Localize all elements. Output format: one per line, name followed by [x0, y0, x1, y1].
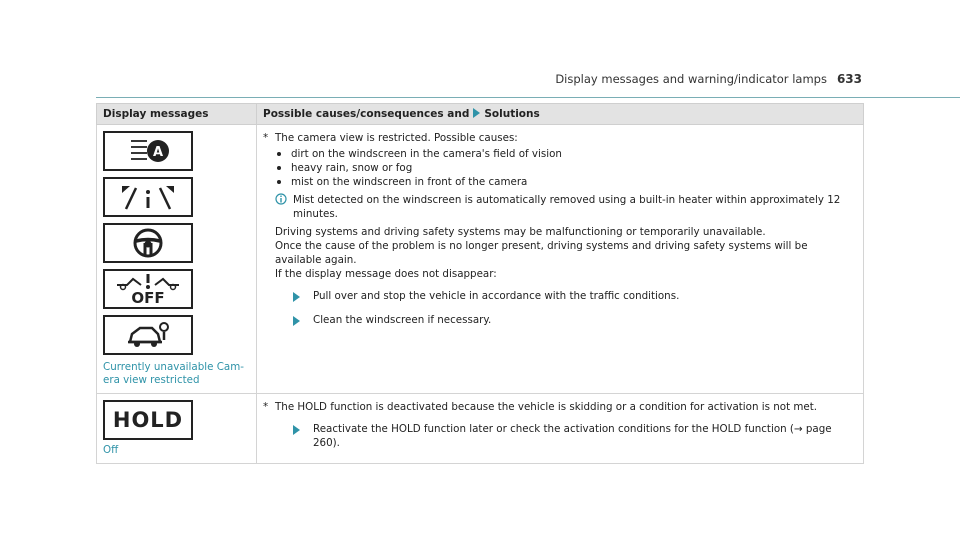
solution-step [293, 422, 857, 450]
step-text: Reactivate the HOLD function later or check the activation conditions for the HOLD function (→ page 260). [313, 423, 832, 449]
header-rule [96, 97, 960, 98]
info-note [275, 193, 857, 221]
solution-arrow-icon [473, 108, 480, 118]
list-item: mist on the windscreen in front of the camera [291, 175, 857, 189]
table-row [97, 125, 864, 394]
paragraph: Once the cause of the problem is no longer present, driving systems and driving safety systems will be available again. [275, 240, 808, 266]
list-item: heavy rain, snow or fog [291, 161, 857, 175]
causes-cell [257, 394, 864, 464]
svg-text:A: A [152, 145, 164, 160]
cause-intro [263, 400, 857, 414]
car-sensor-icon [103, 315, 193, 355]
causes-cell [257, 125, 864, 394]
cause-marker: * [263, 132, 269, 144]
page-number: 633 [836, 72, 862, 86]
cause-marker: * [263, 401, 269, 413]
step-text: Pull over and stop the vehicle in accordance with the traffic conditions. [313, 290, 680, 302]
off-text: OFF [131, 288, 165, 307]
paragraph: Driving systems and driving safety systems may be malfunctioning or temporarily unavailable. [275, 226, 766, 238]
steering-wheel-icon [103, 223, 193, 263]
col-header-display-messages: Display messages [97, 104, 257, 125]
col-header-causes-text: Possible causes/consequences and [263, 108, 470, 120]
display-messages-table [96, 103, 864, 464]
lane-assist-icon [103, 131, 193, 171]
solution-step [293, 313, 857, 329]
step-arrow-icon [293, 313, 313, 329]
list-item: dirt on the windscreen in the camera's field of vision [291, 147, 857, 161]
lane-lines-icon [103, 177, 193, 217]
cause-intro [263, 131, 857, 145]
table-header-row [97, 104, 864, 125]
col-header-solutions-text: Solutions [484, 108, 540, 120]
page-header [555, 72, 862, 86]
step-arrow-icon [293, 289, 313, 305]
message-label: Currently unavailable Cam-era view restricted [103, 361, 244, 386]
display-message-cell [97, 394, 257, 464]
car-distance-off-icon [103, 269, 193, 309]
cause-intro-text: The camera view is restricted. Possible causes: [275, 132, 518, 144]
header-title: Display messages and warning/indicator lamps [555, 72, 827, 86]
cause-list [291, 147, 857, 189]
info-icon [275, 193, 293, 221]
step-arrow-icon [293, 422, 313, 450]
info-note-text: Mist detected on the windscreen is automatically removed using a built-in heater within approximately 12 minutes. [293, 194, 841, 220]
step-text: Clean the windscreen if necessary. [313, 314, 492, 326]
solution-step [293, 289, 857, 305]
col-header-causes [257, 104, 864, 125]
paragraph: If the display message does not disappear: [275, 268, 497, 280]
table-row [97, 394, 864, 464]
hold-icon: HOLD [103, 400, 193, 440]
display-message-cell [97, 125, 257, 394]
cause-intro-text: The HOLD function is deactivated because the vehicle is skidding or a condition for activation is not met. [275, 401, 818, 413]
message-label: Off [103, 444, 119, 456]
